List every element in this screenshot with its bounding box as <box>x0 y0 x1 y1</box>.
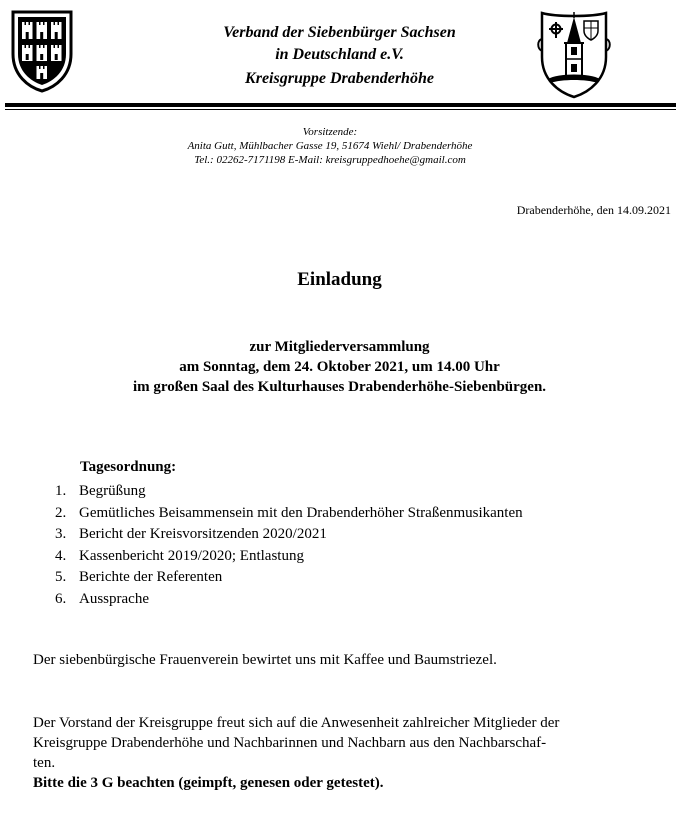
header-rule-thin <box>5 109 676 110</box>
agenda-item-number: 6. <box>55 590 67 607</box>
agenda-item <box>30 567 523 589</box>
contact-phone-email: Tel.: 02262-7171198 E-Mail: kreisgruppedhoehe@gmail.com <box>194 154 466 166</box>
agenda-item-text: Berichte der Referenten <box>79 569 223 585</box>
agenda-item <box>30 481 523 503</box>
covid-notice: Bitte die 3 G beachten (geimpft, genesen oder getestet). <box>33 775 384 791</box>
agenda-item-text: Aussprache <box>79 590 149 607</box>
org-name-line1: Verband der Siebenbürger Sachsen <box>223 24 456 41</box>
event-line3: im großen Saal des Kulturhauses Drabenderhöhe-Siebenbürgen. <box>132 379 547 395</box>
agenda-item-number: 3. <box>55 526 67 542</box>
agenda-item-text: Bericht der Kreisvorsitzenden 2020/2021 <box>79 526 327 542</box>
contact-address: Anita Gutt, Mühlbacher Gasse 19, 51674 Wiehl/ Drabenderhöhe <box>187 140 473 152</box>
closing-line1: Der Vorstand der Kreisgruppe freut sich auf die Anwesenheit zahlreicher Mitglieder der <box>33 715 560 731</box>
event-line1: zur Mitgliederversammlung <box>249 339 430 355</box>
catering-note: Der siebenbürgische Frauenverein bewirtet uns mit Kaffee und Baumstriezel. <box>33 652 497 668</box>
agenda-item <box>30 524 523 546</box>
agenda-list <box>30 481 523 610</box>
agenda-heading: Tagesordnung: <box>80 459 177 475</box>
document-title: Einladung <box>297 269 382 290</box>
closing-line2: Kreisgruppe Drabenderhöhe und Nachbarinnen und Nachbarn aus den Nachbarschaf- <box>33 735 547 751</box>
agenda-item-number: 4. <box>55 547 67 564</box>
agenda-item <box>30 546 523 568</box>
date-line: Drabenderhöhe, den 14.09.2021 <box>516 203 671 217</box>
agenda-item-number: 2. <box>55 504 67 521</box>
agenda-item-text: Begrüßung <box>79 483 146 499</box>
org-name-line3: Kreisgruppe Drabenderhöhe <box>245 70 434 87</box>
contact-label: Vorsitzende: <box>302 126 358 138</box>
agenda-item-number: 1. <box>55 483 67 499</box>
agenda-item-text: Gemütliches Beisammensein mit den Drabenderhöher Straßenmusikanten <box>79 504 523 521</box>
agenda-item <box>30 503 523 525</box>
header-rule-thick <box>5 103 676 107</box>
org-name-line2: in Deutschland e.V. <box>275 46 404 63</box>
agenda-item-text: Kassenbericht 2019/2020; Entlastung <box>79 547 304 564</box>
closing-line3: ten. <box>33 755 56 771</box>
agenda-item <box>30 589 523 611</box>
agenda-item-number: 5. <box>55 569 67 585</box>
event-line2: am Sonntag, dem 24. Oktober 2021, um 14.00 Uhr <box>179 359 500 375</box>
